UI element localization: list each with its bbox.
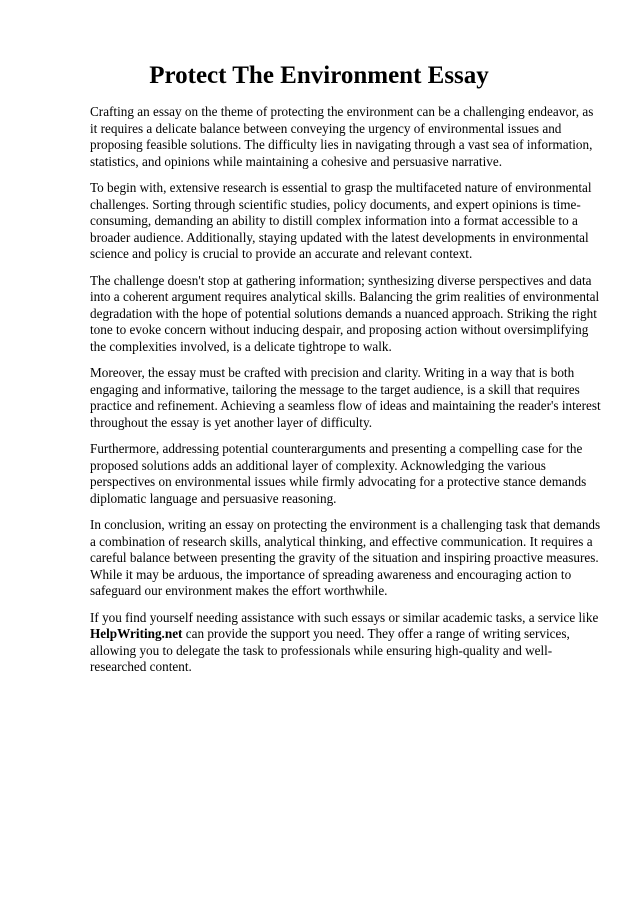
text-line: into a coherent argument requires analytical skills. Balancing the grim realities of environmental — [90, 289, 600, 304]
text-line: engaging and informative, tailoring the message to the target audience, is a skill that requires — [90, 381, 580, 397]
text-line: tone to evoke concern without inducing despair, and proposing action without oversimplifying — [90, 322, 589, 337]
text-line: challenges. Sorting through scientific studies, policy documents, and expert opinions is time- — [90, 196, 581, 212]
text-line: throughout the essay is yet another layer of difficulty. — [90, 414, 372, 430]
text-line: diplomatic language and persuasive reasoning. — [90, 490, 337, 506]
paragraph — [90, 180, 590, 263]
text-line: the complexities involved, is a delicate tightrope to walk. — [90, 338, 392, 354]
brand-name: HelpWriting.net — [90, 626, 183, 641]
text-line: While it may be arduous, the importance of spreading awareness and encouraging action to — [90, 566, 572, 582]
text-line: practice and refinement. Achieving a seamless flow of ideas and maintaining the reader's interest — [90, 398, 601, 413]
text-line: careful balance between presenting the gravity of the situation and inspiring proactive measures. — [90, 550, 599, 565]
paragraph — [90, 517, 601, 600]
paragraph — [90, 365, 601, 431]
text-line: Crafting an essay on the theme of protecting the environment can be a challenging endeavor, as — [90, 104, 594, 119]
text-line: proposing feasible solutions. The difficulty lies in navigating through a vast sea of information, — [90, 137, 593, 152]
text-line: Furthermore, addressing potential counterarguments and presenting a compelling case for the — [90, 441, 583, 456]
text-line: The challenge doesn't stop at gathering information; synthesizing diverse perspectives and data — [90, 272, 592, 288]
text-line: it requires a delicate balance between conveying the urgency of environmental issues and — [90, 120, 562, 136]
text-line: science and policy is crucial to provide an accurate and relevant context. — [90, 246, 473, 261]
text-line: To begin with, extensive research is essential to grasp the multifaceted nature of environmental — [90, 180, 592, 195]
text-line: safeguard our environment makes the effort worthwhile. — [90, 583, 388, 598]
text-line: perspectives on environmental issues while firmly advocating for a protective stance demands — [90, 474, 587, 489]
text-line: broader audience. Additionally, staying updated with the latest developments in environmental — [90, 229, 589, 245]
text-line: consuming, demanding an ability to distill complex information into a format accessible to a — [90, 213, 578, 228]
text-line — [90, 626, 590, 643]
paragraph-service-note — [90, 609, 599, 676]
text-line: researched content. — [90, 659, 192, 674]
essay-paragraphs — [90, 104, 601, 600]
text-line: proposed solutions adds an additional layer of complexity. Acknowledging the various — [90, 457, 546, 473]
text-line: allowing you to delegate the task to professionals while ensuring high-quality and well- — [90, 642, 553, 658]
text-line: a combination of research skills, analytical thinking, and effective communication. It requires a — [90, 533, 593, 549]
text-line: degradation with the hope of potential solutions demands a nuanced approach. Striking the right — [90, 305, 597, 321]
text-fragment: can provide the support you need. They offer a range of writing services, — [182, 626, 570, 641]
paragraph — [90, 441, 590, 507]
paragraph — [90, 272, 600, 356]
paragraph — [90, 104, 594, 170]
page-title: Protect The Environment Essay — [149, 62, 489, 89]
essay-body — [90, 104, 601, 686]
text-line: If you find yourself needing assistance with such essays or similar academic tasks, a service like — [90, 609, 599, 625]
text-line: Moreover, the essay must be crafted with precision and clarity. Writing in a way that is both — [90, 365, 575, 380]
text-line: statistics, and opinions while maintaining a cohesive and persuasive narrative. — [90, 153, 502, 169]
text-line: In conclusion, writing an essay on protecting the environment is a challenging task that demands — [90, 517, 601, 532]
